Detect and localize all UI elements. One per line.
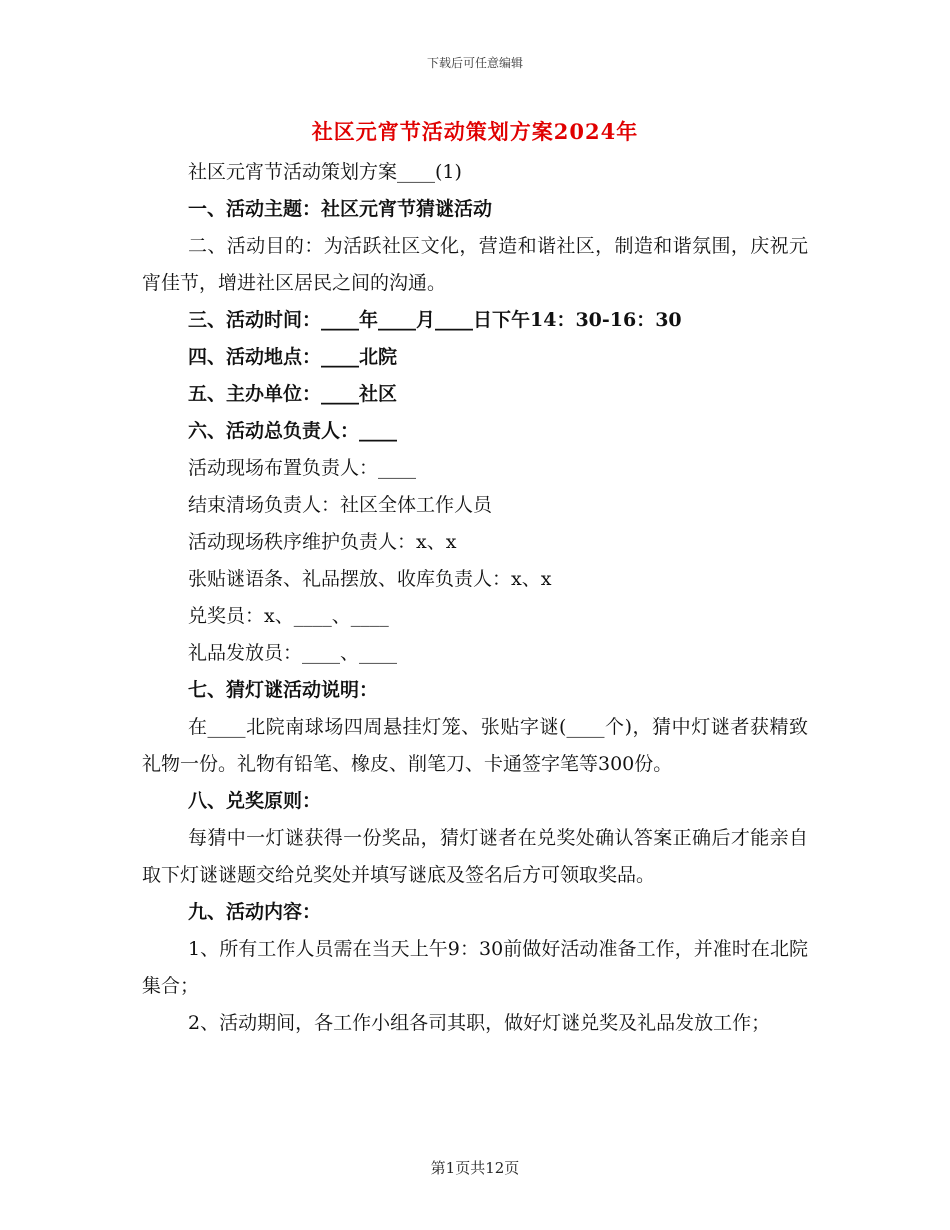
document-body [142, 154, 808, 1042]
paragraph: 在____北院南球场四周悬挂灯笼、张贴字谜(____个)，猜中灯谜者获精致礼物一份。礼物有铅笔、橡皮、削笔刀、卡通签字笔等300份。 [142, 716, 808, 775]
paragraph: 一、活动主题：社区元宵节猜谜活动 [188, 198, 493, 220]
paragraph: 五、主办单位：____社区 [188, 383, 398, 405]
paragraph: 七、猜灯谜活动说明： [188, 679, 379, 701]
paragraph: 2、活动期间，各工作小组各司其职，做好灯谜兑奖及礼品发放工作； [188, 1012, 771, 1034]
paragraph: 二、活动目的：为活跃社区文化，营造和谐社区，制造和谐氛围，庆祝元宵佳节，增进社区居民之间的沟通。 [142, 235, 808, 294]
page-header-note: 下载后可任意编辑 [426, 56, 523, 70]
paragraph: 结束清场负责人：社区全体工作人员 [188, 494, 493, 516]
paragraph: 九、活动内容： [188, 901, 322, 923]
document-title: 社区元宵节活动策划方案2024年 [311, 119, 639, 144]
paragraph: 四、活动地点：____北院 [188, 346, 398, 368]
paragraph: 礼品发放员：____、____ [188, 642, 398, 664]
paragraph: 三、活动时间：____年____月____日下午14：30-16：30 [188, 309, 682, 331]
paragraph: 兑奖员：x、____、____ [188, 605, 389, 627]
paragraph: 张贴谜语条、礼品摆放、收库负责人：x、x [188, 568, 552, 590]
paragraph: 社区元宵节活动策划方案____(1) [188, 161, 462, 183]
paragraph: 活动现场秩序维护负责人：x、x [188, 531, 457, 553]
paragraph: 活动现场布置负责人：____ [188, 457, 417, 479]
paragraph: 每猜中一灯谜获得一份奖品，猜灯谜者在兑奖处确认答案正确后才能亲自取下灯谜谜题交给兑奖处并填写谜底及签名后方可领取奖品。 [142, 827, 808, 886]
paragraph: 六、活动总负责人：____ [188, 420, 398, 442]
page-footer: 第1页共12页 [430, 1159, 520, 1177]
paragraph: 1、所有工作人员需在当天上午9：30前做好活动准备工作，并准时在北院集合； [142, 938, 808, 997]
paragraph: 八、兑奖原则： [188, 790, 322, 812]
